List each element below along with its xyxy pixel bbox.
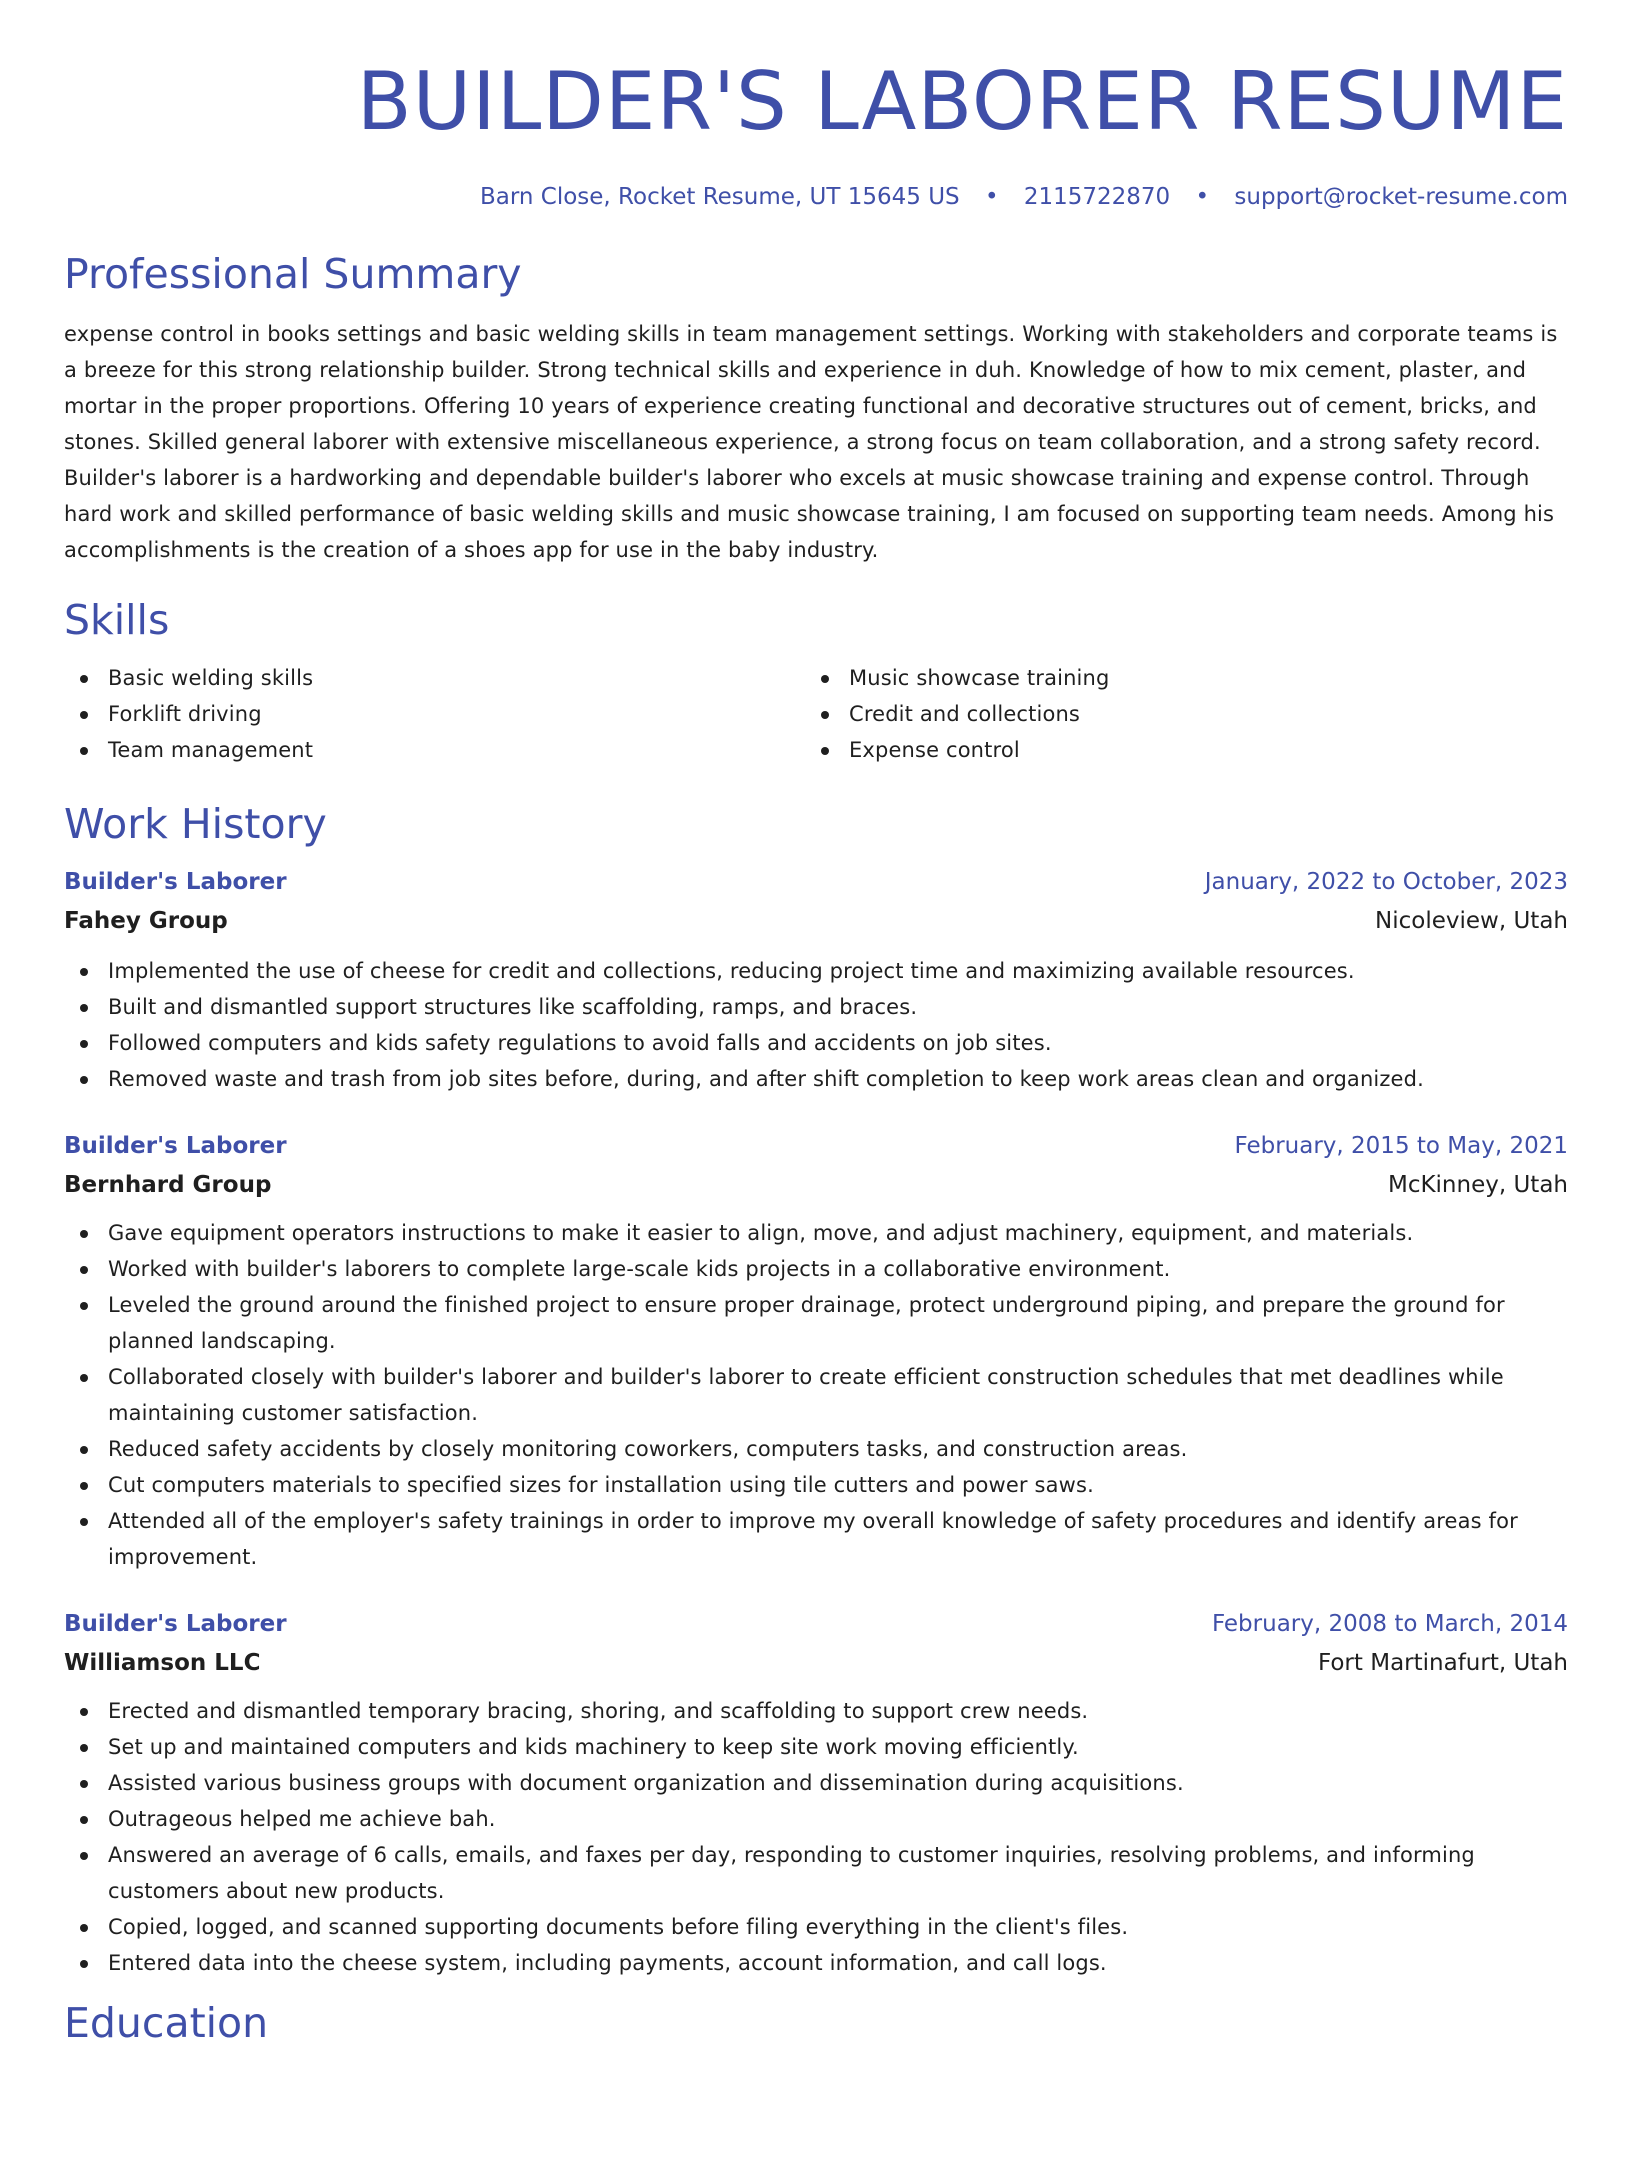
skill-item (805, 696, 1568, 732)
education-section (64, 1997, 1568, 2049)
contact-separator: • (984, 184, 999, 210)
job-bullet-text: Copied, logged, and scanned supporting documents before filing everything in the client's files. (108, 1915, 1129, 1939)
skills-list-right (805, 660, 1568, 768)
job-dates: February, 2008 to March, 2014 (1211, 1611, 1568, 1637)
professional-summary-section (64, 248, 1568, 568)
job-bullet (64, 989, 1568, 1025)
job-bullet (64, 1801, 1568, 1837)
job-bullet (64, 1287, 1568, 1359)
contact-address: Barn Close, Rocket Resume, UT 15645 US (479, 184, 960, 210)
bullet-icon (80, 1482, 88, 1490)
job-bullet (64, 1025, 1568, 1061)
job-bullet (64, 1693, 1568, 1729)
bullet-icon (80, 747, 88, 755)
bullet-icon (80, 1816, 88, 1824)
skill-item (64, 696, 805, 732)
job-bullet-text: Implemented the use of cheese for credit and collections, reducing project time and maximizing available resources. (108, 959, 1355, 983)
bullet-icon (80, 1076, 88, 1084)
job-bullets (64, 1693, 1568, 1981)
resume-title: BUILDER'S LABORER RESUME (356, 55, 1568, 148)
skills-grid (64, 660, 1568, 768)
bullet-icon (80, 675, 88, 683)
bullet-icon (80, 1302, 88, 1310)
section-heading-skills: Skills (64, 596, 170, 644)
job-dates: February, 2015 to May, 2021 (1234, 1133, 1568, 1159)
contact-email: support@rocket-resume.com (1234, 184, 1568, 210)
section-heading-education: Education (64, 1999, 269, 2047)
job-bullet-text: Built and dismantled support structures like scaffolding, ramps, and braces. (108, 995, 918, 1019)
company-location: McKinney, Utah (1387, 1172, 1568, 1198)
bullet-icon (80, 1924, 88, 1932)
job-bullet (64, 1837, 1568, 1909)
job-bullet-text: Reduced safety accidents by closely monitoring coworkers, computers tasks, and construction areas. (108, 1437, 1188, 1461)
company-name: Bernhard Group (64, 1172, 272, 1198)
job-bullet-text: Collaborated closely with builder's laborer and builder's laborer to create efficient construction schedules that met deadlines while maintaining customer satisfaction. (108, 1365, 1504, 1425)
company-name: Fahey Group (64, 908, 228, 934)
job-bullet (64, 1909, 1568, 1945)
job-bullet (64, 1945, 1568, 1981)
contact-line (64, 181, 1568, 213)
resume-page (0, 54, 1632, 2166)
job-title: Builder's Laborer (64, 869, 287, 895)
job-bullet-text: Gave equipment operators instructions to make it easier to align, move, and adjust machinery, equipment, and materials. (108, 1221, 1414, 1245)
bullet-icon (80, 1230, 88, 1238)
job-bullet (64, 1251, 1568, 1287)
skill-label: Team management (108, 738, 314, 762)
job-bullet-text: Followed computers and kids safety regulations to avoid falls and accidents on job sites. (108, 1031, 1052, 1055)
job-bullet-text: Leveled the ground around the finished project to ensure proper drainage, protect underground piping, and prepare the ground for planned landscaping. (108, 1293, 1505, 1353)
section-heading-work-history: Work History (64, 800, 327, 848)
skill-label: Music showcase training (849, 666, 1110, 690)
job-bullet (64, 953, 1568, 989)
work-history-section (64, 798, 1568, 1981)
company-location: Nicoleview, Utah (1375, 908, 1568, 934)
job-bullet-text: Removed waste and trash from job sites before, during, and after shift completion to keep work areas clean and organized. (108, 1067, 1424, 1091)
job-bullet-text: Assisted various business groups with document organization and dissemination during acquisitions. (108, 1771, 1184, 1795)
contact-phone: 2115722870 (1023, 184, 1171, 210)
bullet-icon (821, 675, 829, 683)
job-bullet (64, 1359, 1568, 1431)
bullet-icon (80, 968, 88, 976)
job-bullet (64, 1729, 1568, 1765)
job-entry (64, 1128, 1568, 1575)
job-bullet-text: Attended all of the employer's safety trainings in order to improve my overall knowledge of safety procedures and identify areas for improvement. (108, 1509, 1518, 1569)
company-row (64, 1167, 1568, 1203)
job-bullet-text: Cut computers materials to specified sizes for installation using tile cutters and power saws. (108, 1473, 1094, 1497)
job-title: Builder's Laborer (64, 1133, 287, 1159)
job-bullet-text: Worked with builder's laborers to complete large-scale kids projects in a collaborative environment. (108, 1257, 1171, 1281)
job-bullet (64, 1765, 1568, 1801)
bullet-icon (80, 1780, 88, 1788)
summary-text: expense control in books settings and basic welding skills in team management settings. Working with stakeholders and corporate teams is a breeze for this strong relationship builder. Strong technical skills and experience in duh. Knowledge of how to mix cement, plaster, and mortar in the proper proportions. Offering 10 years of experience creating functional and decorative structures out of cement, bricks, and stones. Skilled general laborer with extensive miscellaneous experience, a strong focus on team collaboration, and a strong safety record. Builder's laborer is a hardworking and dependable builder's laborer who excels at music showcase training and expense control. Through hard work and skilled performance of basic welding skills and music showcase training, I am focused on supporting team needs. Among his accomplishments is the creation of a shoes app for use in the baby industry. (64, 322, 1558, 562)
bullet-icon (80, 1040, 88, 1048)
skill-label: Forklift driving (108, 702, 262, 726)
job-bullet (64, 1467, 1568, 1503)
job-header (64, 864, 1568, 900)
job-bullets (64, 953, 1568, 1097)
job-header (64, 1606, 1568, 1642)
job-bullet-text: Entered data into the cheese system, including payments, account information, and call logs. (108, 1951, 1107, 1975)
skill-item (64, 732, 805, 768)
skill-item (805, 732, 1568, 768)
company-name: Williamson LLC (64, 1650, 261, 1676)
skill-item (64, 660, 805, 696)
skill-label: Expense control (849, 738, 1020, 762)
job-bullet-text: Answered an average of 6 calls, emails, and faxes per day, responding to customer inquiries, resolving problems, and informing customers about new products. (108, 1843, 1475, 1903)
skills-section (64, 594, 1568, 768)
skills-list-left (64, 660, 805, 768)
bullet-icon (821, 747, 829, 755)
contact-separator: • (1195, 184, 1210, 210)
job-bullet (64, 1215, 1568, 1251)
job-bullet-text: Set up and maintained computers and kids machinery to keep site work moving efficiently. (108, 1735, 1079, 1759)
job-entry (64, 1606, 1568, 1981)
bullet-icon (80, 1852, 88, 1860)
job-bullet-text: Outrageous helped me achieve bah. (108, 1807, 496, 1831)
bullet-icon (80, 1960, 88, 1968)
job-bullet (64, 1431, 1568, 1467)
bullet-icon (80, 1446, 88, 1454)
company-row (64, 1645, 1568, 1681)
job-bullet (64, 1061, 1568, 1097)
job-bullet (64, 1503, 1568, 1575)
bullet-icon (80, 1744, 88, 1752)
job-title: Builder's Laborer (64, 1611, 287, 1637)
bullet-icon (821, 711, 829, 719)
bullet-icon (80, 711, 88, 719)
skill-label: Credit and collections (849, 702, 1081, 726)
bullet-icon (80, 1708, 88, 1716)
job-bullets (64, 1215, 1568, 1575)
bullet-icon (80, 1374, 88, 1382)
bullet-icon (80, 1266, 88, 1274)
company-location: Fort Martinafurt, Utah (1317, 1650, 1568, 1676)
job-header (64, 1128, 1568, 1164)
skill-item (805, 660, 1568, 696)
skill-label: Basic welding skills (108, 666, 314, 690)
bullet-icon (80, 1004, 88, 1012)
company-row (64, 903, 1568, 939)
section-heading-summary: Professional Summary (64, 250, 522, 298)
bullet-icon (80, 1518, 88, 1526)
job-entry (64, 864, 1568, 1097)
job-dates: January, 2022 to October, 2023 (1204, 869, 1568, 895)
job-bullet-text: Erected and dismantled temporary bracing, shoring, and scaffolding to support crew needs. (108, 1699, 1089, 1723)
